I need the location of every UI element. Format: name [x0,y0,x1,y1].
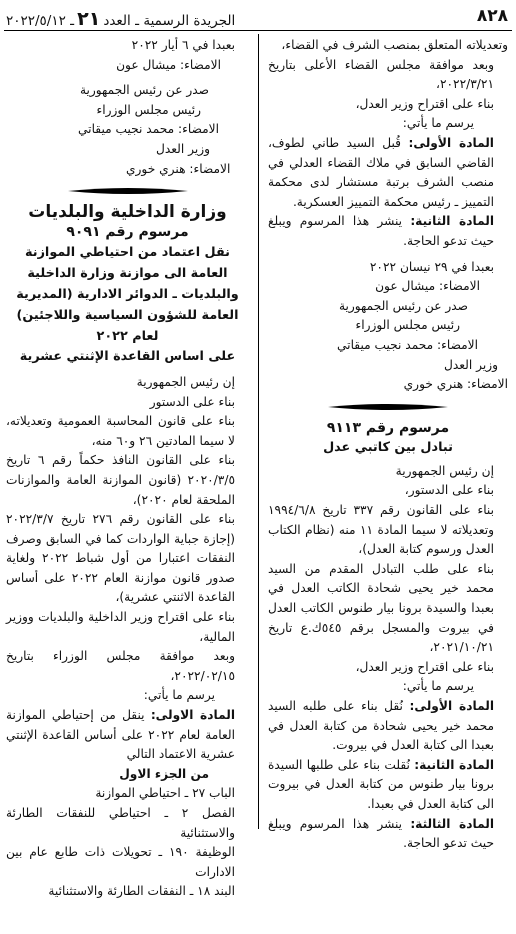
signature: الامضاء: محمد نجيب ميقاتي [78,122,219,137]
decree-subject: تبادل بين كاتبي عدل [323,440,453,456]
signature: الامضاء: محمد نجيب ميقاتي [337,337,478,352]
article-heading: المادة الثانية: [410,214,495,229]
issue-number: ٢١ [77,8,101,30]
article-3 [268,815,508,854]
justice-minister-label: وزير العدل [444,357,498,372]
decree-title: مرسوم رقم ٩٠٩١ [66,223,189,240]
decree-subject-basis: على اساس القاعدة الإثنتي عشرية [19,349,236,365]
budget-line: الفصل ٢ ـ احتياطي للنفقات الطارئة والاستثنائية [6,806,236,840]
signature: الامضاء: ميشال عون [375,279,480,294]
paragraph: بناء على اقتراح وزير الداخلية والبلديات ووزير المالية، [6,610,235,644]
budget-line: الوظيفة ١٩٠ ـ تحويلات ذات طابع عام بين الادارات [6,845,235,879]
prime-minister-label: رئيس مجلس الوزراء [355,318,460,333]
article-text: نُقل بناء على طلبه السيد محمد خير يحيى شحادة من كتابة العدل في بعبدا الى كتابة العدل في بيروت. [268,699,494,753]
justice-minister-label: وزير العدل [156,141,210,156]
paragraph: يرسم ما يأتي: [402,116,474,131]
article-heading: المادة الثانية: [414,757,494,772]
left-column [6,36,249,902]
paragraph: بناء على القانون النافذ حكماً رقم ٦ تاريخ ٢٠٢٠/٣/٥ (قانون الموازنة العامة والموازنات الملحقة لعام ٢٠٢٠)، [6,453,235,507]
article-text: نُقلت بناء على طلبها السيدة برونا بيار طنوس من كتابة العدل في بيروت الى كتابة العدل في بعبدا. [268,757,494,811]
article-heading: المادة الأولى: [408,135,494,150]
paragraph: بناء على الدستور [149,394,235,409]
article-text: ينشر هذا المرسوم ويبلغ حيث تدعو الحاجة. [268,816,494,851]
paragraph: إن رئيس الجمهورية [136,374,235,389]
page-header [0,6,516,28]
page-number: ٨٢٨ [476,6,508,26]
paragraph: وبعد موافقة مجلس الوزراء بتاريخ ٢٠٢٢/٠٢/١٥، [6,649,235,683]
budget-line: البند ١٨ ـ النفقات الطارئة والاستثنائية [48,884,235,899]
article-2 [268,212,508,251]
article-1 [268,697,508,756]
paragraph: بناء على القانون رقم ٢٧٦ تاريخ ٢٠٢٢/٣/٧ (إجازة جباية الواردات كما في السابق وصرف النفقات اعتبارا من أول شباط ٢٠٢٢ ولغاية صدور قانون موازنة العام ٢٠٢٢ على أساس القاعدة الاثنتي عشرية)، [6,512,236,605]
issued-by: صدر عن رئيس الجمهورية [338,298,468,313]
article-text: ينشر هذا المرسوم ويبلغ حيث تدعو الحاجة. [268,214,494,248]
article-heading: المادة الأولى: [409,699,495,713]
decree-date: بعبدا في ٢٩ نيسان ٢٠٢٢ [369,259,494,274]
article-1 [6,706,249,765]
signature: الامضاء: هنري خوري [403,377,508,392]
article-heading: المادة الاولى: [150,708,235,723]
separator-ornament [268,401,508,413]
paragraph: بناء على اقتراح وزير العدل، [355,659,494,674]
paragraph: بناء على القانون رقم ٣٣٧ تاريخ ١٩٩٤/٦/٨ وتعديلاته لا سيما المادة ١١ منه (نظام الكتاب العدل ورسوم كتابة العدل)، [268,503,494,557]
signature: الامضاء: ميشال عون [116,57,221,72]
article-heading: المادة الثالثة: [410,816,495,831]
paragraph: بناء على قانون المحاسبة العمومية وتعديلاته، لا سيما المادتين ٢٦ و٦٠ منه، [6,414,235,448]
paragraph: يرسم ما يأتي: [143,688,215,703]
paragraph: وتعديلاته المتعلق بمنصب الشرف في القضاء، [281,38,508,52]
running-title [6,8,235,30]
article-1 [268,134,508,212]
part-heading: من الجزء الاول [119,766,209,781]
running-title-text: الجريدة الرسمية ـ العدد [103,13,236,29]
signature: الامضاء: هنري خوري [126,161,231,176]
ministry-title: وزارة الداخلية والبلديات [28,202,227,223]
paragraph: بناء على طلب التبادل المقدم من السيد محمد خير يحيى شحادة الكاتب العدل في بعبدا والسيدة برونا بيار طنوس الكاتب العدل في بيروت والمسجل برقم ٥٤٥ك.ع تاريخ ٢٠٢١/١٠/٢١، [268,561,494,655]
right-column [268,36,508,854]
paragraph: إن رئيس الجمهورية [395,463,494,478]
paragraph: وبعد موافقة مجلس القضاء الأعلى بتاريخ ٢٠٢٢/٣/٢١، [268,57,494,92]
issued-by: صدر عن رئيس الجمهورية [79,83,209,98]
prime-minister-label: رئيس مجلس الوزراء [96,102,201,117]
header-rule [4,30,512,31]
article-text: ينقل من إحتياطي الموازنة العامة لعام ٢٠٢٢ على أساس القاعدة الإثنتي عشرية الاعتماد التالي [6,708,235,762]
budget-line: الباب ٢٧ ـ احتياطي الموازنة [95,786,235,801]
decree-date: بعبدا في ٦ أيار ٢٠٢٢ [131,38,235,52]
paragraph: بناء على الدستور، [404,483,494,498]
issue-date: ـ ٢٠٢٢/٥/١٢ [6,13,75,29]
paragraph: بناء على اقتراح وزير العدل، [355,96,494,111]
paragraph: يرسم ما يأتي: [402,679,474,694]
separator-ornament [6,185,249,197]
decree-title: مرسوم رقم ٩١١٣ [326,419,450,436]
article-text: قُبل السيد طاني لطوف، القاضي السابق في ملاك القضاء العدلي في منصب الشرف برتبة مستشار لدى محكمة التمييز ـ رئيس محكمة التمييز العسكرية. [268,135,494,209]
article-2 [268,756,508,815]
decree-subject: نقل اعتماد من احتياطي الموازنة العامة الى موازنة وزارة الداخلية والبلديات ـ الدوائر الادارية (المديرية العامة للشؤون السياسية واللاجئين) لعام ٢٠٢٢ [16,245,239,345]
column-divider [258,34,259,829]
